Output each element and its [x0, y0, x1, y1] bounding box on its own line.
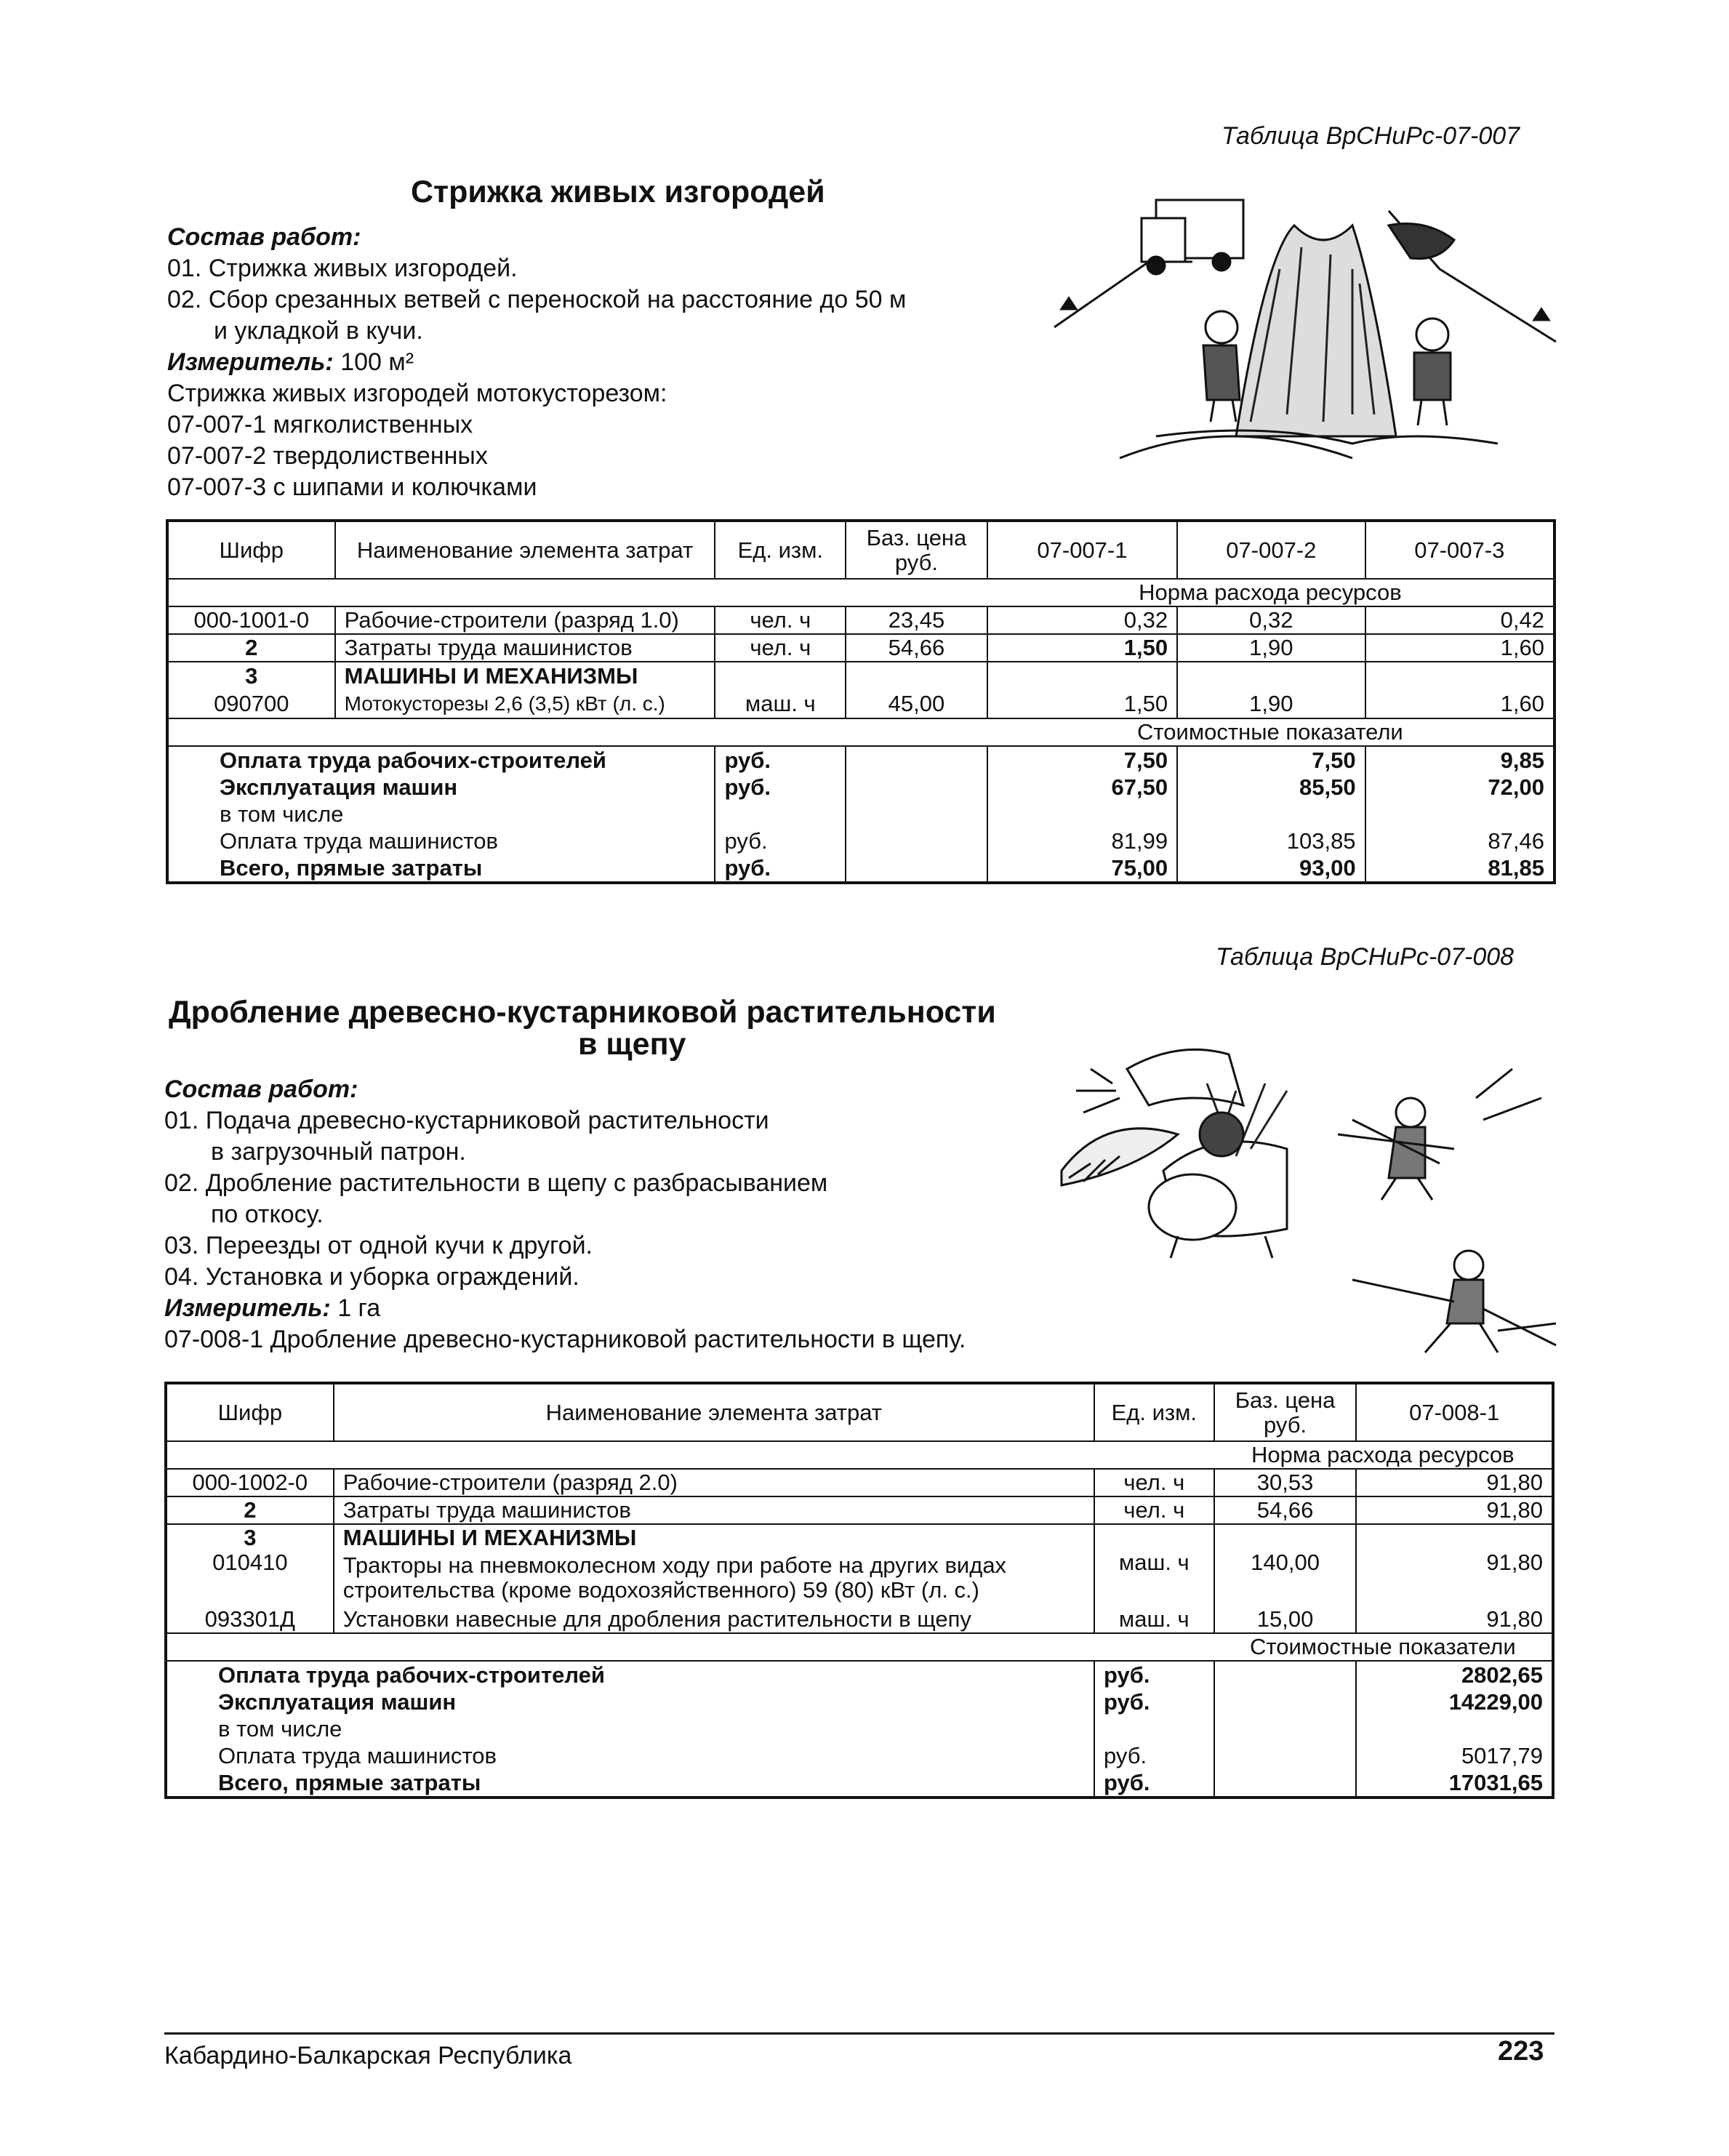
header-code: Шифр	[167, 521, 335, 579]
summary-name: Всего, прямые затраты	[167, 855, 715, 883]
summary-name: Эксплуатация машин	[166, 1688, 1094, 1716]
meter-label: Измеритель:	[164, 1294, 331, 1322]
cell-code: 000-1001-0	[167, 606, 335, 634]
meter-line	[164, 1293, 1110, 1324]
header-code: Шифр	[166, 1383, 334, 1441]
header-price: Баз. цена руб.	[1214, 1383, 1357, 1441]
cell-unit: чел. ч	[715, 634, 846, 662]
summary-value: 7,50	[1177, 746, 1365, 774]
summary-unit: руб.	[1094, 1688, 1214, 1716]
meter-value: 1 га	[337, 1294, 381, 1322]
work-item: 04. Установка и уборка ограждений.	[164, 1263, 579, 1291]
cell-name: Рабочие-строители (разряд 2.0)	[334, 1469, 1094, 1496]
wood-chipper-illustration	[1047, 1025, 1570, 1367]
table-row	[167, 689, 1555, 718]
summary-unit: руб.	[715, 774, 846, 801]
cell-name: МАШИНЫ И МЕХАНИЗМЫ	[334, 1524, 1094, 1550]
cell-name	[334, 1550, 1094, 1606]
cell-price: 30,53	[1214, 1469, 1357, 1496]
cell-name: Установки навесные для дробления растительности в щепу	[334, 1606, 1094, 1633]
summary-value: 17031,65	[1356, 1770, 1553, 1798]
header-col-3: 07-007-3	[1365, 521, 1555, 579]
cell-name-line: Тракторы на пневмоколесном ходу при работе на других видах	[342, 1552, 1007, 1578]
summary-row	[167, 855, 1555, 883]
summary-name: Оплата труда рабочих-строителей	[167, 746, 715, 774]
cell-name: Затраты труда машинистов	[334, 1496, 1094, 1524]
cell-code: 000-1002-0	[166, 1469, 334, 1496]
table-row	[166, 1550, 1553, 1606]
summary-name: в том числе	[166, 1716, 1094, 1742]
summary-value: 103,85	[1177, 827, 1365, 855]
cell-value: 0,32	[987, 606, 1177, 634]
summary-unit: руб.	[1094, 1742, 1214, 1770]
summary-row	[167, 827, 1555, 855]
table-row	[166, 1496, 1553, 1524]
meter-line	[167, 347, 1040, 378]
summary-row	[166, 1661, 1553, 1688]
cell-value: 1,50	[987, 634, 1177, 662]
cell-name: Мотокусторезы 2,6 (3,5) кВт (л. с.)	[335, 689, 715, 718]
section-description	[167, 222, 1040, 503]
code-line: 07-008-1 Дробление древесно-кустарниковой растительности в щепу.	[164, 1326, 966, 1353]
summary-value: 75,00	[987, 855, 1177, 883]
work-item: 01. Подача древесно-кустарниковой растительности	[164, 1107, 769, 1134]
summary-unit: руб.	[1094, 1661, 1214, 1688]
subheader-cost-row	[167, 718, 1555, 746]
summary-value: 9,85	[1365, 746, 1555, 774]
cell-code: 2	[166, 1496, 334, 1524]
summary-value: 93,00	[1177, 855, 1365, 883]
resource-table-07-008	[164, 1382, 1555, 1799]
cell-code: 090700	[167, 689, 335, 718]
meter-label: Измеритель:	[167, 348, 334, 376]
summary-value: 7,50	[987, 746, 1177, 774]
header-col-1: 07-007-1	[987, 521, 1177, 579]
summary-row	[167, 746, 1555, 774]
header-col-1: 07-008-1	[1356, 1383, 1553, 1441]
summary-name: Всего, прямые затраты	[166, 1770, 1094, 1798]
norm-label: Норма расхода ресурсов	[987, 579, 1555, 606]
summary-row	[166, 1770, 1553, 1798]
footer-rule	[164, 2032, 1555, 2035]
header-name: Наименование элемента затрат	[334, 1383, 1094, 1441]
meter-value: 100 м²	[340, 348, 414, 376]
table-row	[167, 634, 1555, 662]
table-row	[167, 606, 1555, 634]
summary-value: 72,00	[1365, 774, 1555, 801]
summary-value: 85,50	[1177, 774, 1365, 801]
summary-value: 14229,00	[1356, 1688, 1553, 1716]
cell-price: 23,45	[846, 606, 987, 634]
summary-value: 81,85	[1365, 855, 1555, 883]
cell-value: 91,80	[1356, 1606, 1553, 1633]
summary-row	[167, 801, 1555, 827]
cell-name: МАШИНЫ И МЕХАНИЗМЫ	[335, 662, 715, 689]
summary-unit: руб.	[715, 855, 846, 883]
cell-price: 15,00	[1214, 1606, 1357, 1633]
summary-name: Оплата труда машинистов	[166, 1742, 1094, 1770]
cell-value: 91,80	[1356, 1496, 1553, 1524]
footer-region: Кабардино-Балкарская Республика	[164, 2042, 572, 2069]
cell-code: 010410	[166, 1550, 334, 1606]
header-price: Баз. цена руб.	[846, 521, 987, 579]
section-title: Дробление древесно-кустарниковой растительности	[169, 995, 996, 1030]
summary-name: Эксплуатация машин	[167, 774, 715, 801]
table-reference: Таблица ВрСНиРс-07-007	[1221, 122, 1520, 150]
page-number: 223	[1498, 2036, 1544, 2067]
summary-value: 5017,79	[1356, 1742, 1553, 1770]
cell-unit: маш. ч	[1094, 1606, 1214, 1633]
table-row	[166, 1469, 1553, 1496]
table-reference: Таблица ВрСНиРс-07-008	[1216, 943, 1515, 971]
cell-price: 54,66	[846, 634, 987, 662]
section-description	[164, 1074, 1110, 1355]
summary-unit: руб.	[1094, 1770, 1214, 1798]
code-line: 07-007-1 мягколиственных	[167, 411, 473, 438]
cell-code: 3	[166, 1524, 334, 1550]
cell-value: 1,60	[1365, 689, 1555, 718]
cell-unit: чел. ч	[1094, 1496, 1214, 1524]
section-title-line-2: в щепу	[578, 1027, 686, 1062]
summary-value: 81,99	[987, 827, 1177, 855]
cell-value: 1,90	[1177, 634, 1365, 662]
cell-value: 1,60	[1365, 634, 1555, 662]
summary-row	[166, 1742, 1553, 1770]
cell-value: 1,50	[987, 689, 1177, 718]
table-header-row	[166, 1383, 1553, 1441]
cost-label: Стоимостные показатели	[987, 718, 1555, 746]
summary-value: 2802,65	[1356, 1661, 1553, 1688]
work-item: 02. Дробление растительности в щепу с разбрасыванием	[164, 1169, 828, 1197]
summary-row	[166, 1716, 1553, 1742]
cell-value: 1,90	[1177, 689, 1365, 718]
header-col-2: 07-007-2	[1177, 521, 1365, 579]
cell-price: 140,00	[1214, 1550, 1357, 1606]
work-item: и укладкой в кучи.	[214, 317, 423, 345]
work-item: по откосу.	[211, 1201, 324, 1228]
section-title: Стрижка живых изгородей	[411, 175, 825, 209]
header-name: Наименование элемента затрат	[335, 521, 715, 579]
cell-value: 0,32	[1177, 606, 1365, 634]
cell-unit: маш. ч	[715, 689, 846, 718]
work-item: 02. Сбор срезанных ветвей с переноской на расстояние до 50 м	[167, 286, 907, 313]
composition-label: Состав работ:	[167, 223, 361, 251]
work-item: 01. Стрижка живых изгородей.	[167, 255, 518, 282]
cell-unit: маш. ч	[1094, 1550, 1214, 1606]
hedge-trimming-illustration	[1047, 182, 1570, 473]
header-unit: Ед. изм.	[715, 521, 846, 579]
cell-code: 093301Д	[166, 1606, 334, 1633]
code-line: 07-007-2 твердолиственных	[167, 442, 488, 470]
cell-code: 3	[167, 662, 335, 689]
summary-unit: руб.	[715, 746, 846, 774]
cell-value: 0,42	[1365, 606, 1555, 634]
norm-label: Норма расхода ресурсов	[1214, 1441, 1553, 1469]
cell-unit: чел. ч	[715, 606, 846, 634]
table-row	[166, 1524, 1553, 1550]
summary-name: Оплата труда машинистов	[167, 827, 715, 855]
cell-name: Затраты труда машинистов	[335, 634, 715, 662]
summary-name: Оплата труда рабочих-строителей	[166, 1661, 1094, 1688]
cell-unit: чел. ч	[1094, 1469, 1214, 1496]
header-unit: Ед. изм.	[1094, 1383, 1214, 1441]
resource-table-07-007	[166, 519, 1556, 884]
table-header-row	[167, 521, 1555, 579]
summary-name: в том числе	[167, 801, 715, 827]
work-item: 03. Переезды от одной кучи к другой.	[164, 1232, 593, 1259]
cell-name-line: строительства (кроме водохозяйственного) 59 (80) кВт (л. с.)	[342, 1577, 979, 1603]
table-row	[167, 662, 1555, 689]
subheader-cost-row	[166, 1633, 1553, 1661]
code-line: 07-007-3 с шипами и колючками	[167, 473, 537, 501]
cell-name: Рабочие-строители (разряд 1.0)	[335, 606, 715, 634]
cell-price: 54,66	[1214, 1496, 1357, 1524]
cell-price: 45,00	[846, 689, 987, 718]
summary-row	[166, 1688, 1553, 1716]
summary-row	[167, 774, 1555, 801]
subheader-norm-row	[167, 579, 1555, 606]
summary-value: 87,46	[1365, 827, 1555, 855]
cell-value: 91,80	[1356, 1550, 1553, 1606]
intro-line: Стрижка живых изгородей мотокусторезом:	[167, 380, 667, 407]
cost-label: Стоимостные показатели	[1214, 1633, 1553, 1661]
subheader-norm-row	[166, 1441, 1553, 1469]
summary-unit: руб.	[715, 827, 846, 855]
table-row	[166, 1606, 1553, 1633]
cell-value: 91,80	[1356, 1469, 1553, 1496]
composition-label: Состав работ:	[164, 1075, 358, 1103]
summary-value: 67,50	[987, 774, 1177, 801]
work-item: в загрузочный патрон.	[211, 1138, 466, 1166]
cell-code: 2	[167, 634, 335, 662]
